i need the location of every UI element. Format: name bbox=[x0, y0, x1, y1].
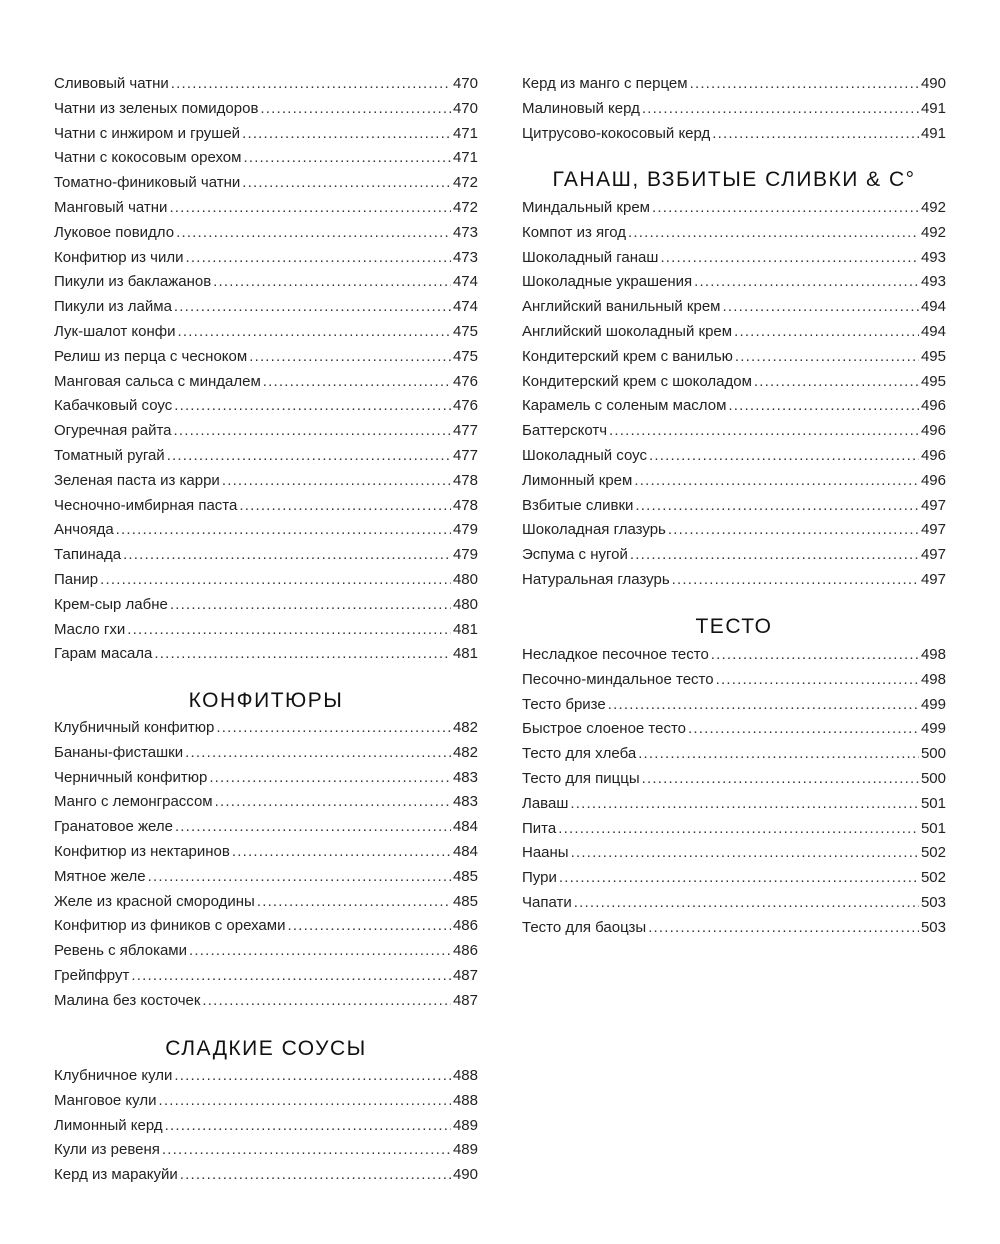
toc-entry[interactable] bbox=[522, 767, 946, 792]
toc-entry[interactable] bbox=[54, 320, 478, 345]
toc-entry[interactable] bbox=[522, 543, 946, 568]
toc-entry[interactable] bbox=[54, 568, 478, 593]
entry-title: Взбитые сливки bbox=[522, 496, 634, 514]
toc-entry[interactable] bbox=[522, 717, 946, 742]
toc-entry[interactable] bbox=[54, 716, 478, 741]
dot-leader bbox=[660, 246, 919, 271]
dot-leader bbox=[242, 171, 451, 196]
dot-leader bbox=[642, 97, 919, 122]
entry-title: Чатни из зеленых помидоров bbox=[54, 99, 259, 117]
entry-page-number: 480 bbox=[452, 570, 478, 588]
toc-entry[interactable] bbox=[54, 989, 478, 1014]
toc-entry[interactable] bbox=[522, 792, 946, 817]
entry-page-number: 503 bbox=[920, 918, 946, 936]
dot-leader bbox=[634, 469, 919, 494]
entry-title: Черничный конфитюр bbox=[54, 768, 208, 786]
entry-page-number: 473 bbox=[452, 223, 478, 241]
toc-entry[interactable] bbox=[54, 146, 478, 171]
entry-page-number: 500 bbox=[920, 745, 946, 763]
entry-title: Конфитюр из фиников с орехами bbox=[54, 917, 286, 935]
toc-entry[interactable] bbox=[54, 518, 478, 543]
entry-title: Тесто для баоцзы bbox=[522, 918, 647, 936]
section-heading: ТЕСТО bbox=[695, 615, 773, 638]
entry-page-number: 492 bbox=[920, 199, 946, 216]
entry-title: Манго с лемонграссом bbox=[54, 793, 213, 811]
toc-entry[interactable] bbox=[522, 394, 946, 419]
entry-title: Пури bbox=[522, 869, 557, 887]
dot-leader bbox=[628, 221, 919, 246]
dot-leader bbox=[178, 320, 451, 345]
toc-entry[interactable] bbox=[522, 270, 946, 295]
dot-leader bbox=[232, 840, 451, 865]
entry-page-number: 482 bbox=[452, 719, 478, 736]
dot-leader bbox=[668, 518, 919, 543]
dot-leader bbox=[174, 1064, 451, 1089]
dot-leader bbox=[558, 817, 919, 842]
entry-page-number: 475 bbox=[452, 322, 478, 340]
entry-title: Ревень с яблоками bbox=[54, 942, 187, 960]
toc-entry[interactable] bbox=[54, 815, 478, 840]
dot-leader bbox=[154, 642, 451, 667]
toc-entry[interactable] bbox=[54, 171, 478, 196]
entry-title: Манговый чатни bbox=[54, 198, 168, 216]
toc-entry[interactable] bbox=[54, 890, 478, 915]
entry-page-number: 500 bbox=[920, 769, 946, 787]
entry-page-number: 495 bbox=[920, 372, 946, 390]
toc-entry[interactable] bbox=[54, 766, 478, 791]
toc-entry[interactable] bbox=[522, 370, 946, 395]
toc-section bbox=[54, 716, 478, 1014]
dot-leader bbox=[175, 815, 451, 840]
dot-leader bbox=[649, 444, 919, 469]
entry-title: Панир bbox=[54, 570, 99, 588]
entry-page-number: 483 bbox=[452, 768, 478, 786]
toc-entry[interactable] bbox=[54, 618, 478, 643]
dot-leader bbox=[216, 716, 451, 741]
dot-leader bbox=[570, 792, 919, 817]
entry-page-number: 485 bbox=[452, 892, 478, 910]
dot-leader bbox=[609, 419, 919, 444]
dot-leader bbox=[728, 394, 919, 419]
entry-title: Чатни с кокосовым орехом bbox=[54, 149, 242, 167]
entry-title: Тесто для пиццы bbox=[522, 769, 640, 787]
entry-title: Анчояда bbox=[54, 521, 114, 539]
dot-leader bbox=[630, 543, 919, 568]
entry-title: Карамель с соленым маслом bbox=[522, 397, 727, 415]
entry-page-number: 477 bbox=[452, 422, 478, 440]
entry-page-number: 501 bbox=[920, 794, 946, 812]
toc-entry[interactable] bbox=[54, 1163, 478, 1188]
entry-title: Зеленая паста из карри bbox=[54, 471, 220, 489]
dot-leader bbox=[690, 72, 919, 97]
toc-entry[interactable] bbox=[522, 246, 946, 271]
toc-entry[interactable] bbox=[54, 790, 478, 815]
dot-leader bbox=[174, 394, 451, 419]
dot-leader bbox=[222, 469, 451, 494]
entry-page-number: 479 bbox=[452, 546, 478, 564]
entry-title: Тесто бризе bbox=[522, 695, 606, 713]
entry-title: Малиновый керд bbox=[522, 99, 640, 117]
dot-leader bbox=[239, 494, 451, 519]
toc-entry[interactable] bbox=[54, 246, 478, 271]
dot-leader bbox=[652, 196, 919, 221]
entry-title: Керд из манго с перцем bbox=[522, 75, 688, 92]
dot-leader bbox=[754, 370, 919, 395]
entry-page-number: 483 bbox=[452, 793, 478, 811]
entry-title: Тесто для хлеба bbox=[522, 745, 637, 763]
entry-page-number: 490 bbox=[920, 75, 946, 92]
entry-page-number: 496 bbox=[920, 397, 946, 415]
dot-leader bbox=[127, 618, 451, 643]
entry-page-number: 470 bbox=[452, 75, 478, 92]
entry-title: Нааны bbox=[522, 844, 569, 862]
dot-leader bbox=[131, 964, 451, 989]
dot-leader bbox=[213, 270, 451, 295]
entry-page-number: 489 bbox=[452, 1116, 478, 1134]
entry-page-number: 484 bbox=[452, 818, 478, 836]
dot-leader bbox=[263, 370, 451, 395]
dot-leader bbox=[174, 419, 451, 444]
dot-leader bbox=[185, 246, 451, 271]
dot-leader bbox=[716, 668, 919, 693]
toc-entry[interactable] bbox=[54, 72, 478, 97]
dot-leader bbox=[215, 790, 451, 815]
entry-title: Шоколадные украшения bbox=[522, 273, 693, 291]
entry-title: Желе из красной смородины bbox=[54, 892, 255, 910]
entry-title: Гарам масала bbox=[54, 645, 153, 663]
entry-title: Клубничное кули bbox=[54, 1067, 173, 1084]
toc-entry[interactable] bbox=[54, 196, 478, 221]
entry-title: Малина без косточек bbox=[54, 991, 201, 1009]
dot-leader bbox=[176, 221, 451, 246]
entry-title: Пита bbox=[522, 819, 557, 837]
entry-page-number: 497 bbox=[920, 546, 946, 564]
dot-leader bbox=[712, 122, 919, 147]
entry-page-number: 481 bbox=[452, 620, 478, 638]
entry-title: Мятное желе bbox=[54, 867, 146, 885]
entry-title: Грейпфрут bbox=[54, 966, 130, 984]
dot-leader bbox=[672, 568, 919, 593]
entry-page-number: 487 bbox=[452, 991, 478, 1009]
section-heading: КОНФИТЮРЫ bbox=[188, 689, 344, 712]
entry-page-number: 484 bbox=[452, 842, 478, 860]
dot-leader bbox=[243, 146, 451, 171]
entry-title: Цитрусово-кокосовый керд bbox=[522, 124, 711, 142]
toc-entry[interactable] bbox=[522, 916, 946, 941]
dot-leader bbox=[711, 643, 919, 668]
entry-page-number: 470 bbox=[452, 99, 478, 117]
entry-page-number: 497 bbox=[920, 496, 946, 514]
entry-page-number: 489 bbox=[452, 1141, 478, 1159]
toc-section bbox=[522, 72, 946, 146]
toc-entry[interactable] bbox=[54, 295, 478, 320]
dot-leader bbox=[202, 989, 451, 1014]
entry-title: Конфитюр из нектаринов bbox=[54, 842, 230, 860]
toc-entry[interactable] bbox=[522, 320, 946, 345]
entry-page-number: 490 bbox=[452, 1166, 478, 1184]
entry-page-number: 486 bbox=[452, 917, 478, 935]
toc-entry[interactable] bbox=[54, 469, 478, 494]
dot-leader bbox=[260, 97, 451, 122]
entry-title: Кондитерский крем с шоколадом bbox=[522, 372, 752, 390]
entry-page-number: 488 bbox=[452, 1067, 478, 1084]
entry-title: Чатни с инжиром и грушей bbox=[54, 124, 241, 142]
dot-leader bbox=[287, 914, 451, 939]
toc-entry[interactable] bbox=[54, 593, 478, 618]
entry-page-number: 496 bbox=[920, 422, 946, 440]
entry-page-number: 494 bbox=[920, 298, 946, 316]
dot-leader bbox=[189, 939, 451, 964]
entry-page-number: 482 bbox=[452, 743, 478, 761]
entry-title: Миндальный крем bbox=[522, 199, 650, 216]
toc-section bbox=[54, 1064, 478, 1188]
dot-leader bbox=[257, 890, 451, 915]
entry-page-number: 475 bbox=[452, 347, 478, 365]
entry-page-number: 486 bbox=[452, 942, 478, 960]
entry-title: Пикули из лайма bbox=[54, 298, 172, 316]
dot-leader bbox=[688, 717, 919, 742]
entry-title: Шоколадный ганаш bbox=[522, 248, 659, 266]
toc-section bbox=[522, 643, 946, 941]
dot-leader bbox=[249, 345, 451, 370]
entry-page-number: 502 bbox=[920, 869, 946, 887]
entry-page-number: 472 bbox=[452, 174, 478, 192]
entry-page-number: 477 bbox=[452, 446, 478, 464]
entry-title: Сливовый чатни bbox=[54, 75, 169, 92]
toc-entry[interactable] bbox=[522, 494, 946, 519]
toc-entry[interactable] bbox=[522, 196, 946, 221]
dot-leader bbox=[100, 568, 451, 593]
entry-title: Чапати bbox=[522, 893, 572, 911]
entry-page-number: 498 bbox=[920, 670, 946, 688]
entry-title: Томатный ругай bbox=[54, 446, 165, 464]
entry-page-number: 497 bbox=[920, 570, 946, 588]
entry-title: Шоколадный соус bbox=[522, 446, 647, 464]
toc-entry[interactable] bbox=[522, 817, 946, 842]
toc-entry[interactable] bbox=[522, 693, 946, 718]
entry-page-number: 497 bbox=[920, 521, 946, 539]
dot-leader bbox=[185, 741, 451, 766]
entry-title: Быстрое слоеное тесто bbox=[522, 720, 687, 738]
dot-leader bbox=[242, 122, 451, 147]
dot-leader bbox=[734, 320, 919, 345]
toc-entry[interactable] bbox=[54, 865, 478, 890]
entry-title: Пикули из баклажанов bbox=[54, 273, 212, 291]
entry-page-number: 502 bbox=[920, 844, 946, 862]
dot-leader bbox=[116, 518, 451, 543]
entry-title: Чесночно-имбирная паста bbox=[54, 496, 238, 514]
entry-title: Лимонный керд bbox=[54, 1116, 163, 1134]
entry-title: Шоколадная глазурь bbox=[522, 521, 666, 539]
dot-leader bbox=[635, 494, 919, 519]
entry-page-number: 479 bbox=[452, 521, 478, 539]
toc-entry[interactable] bbox=[522, 841, 946, 866]
entry-page-number: 499 bbox=[920, 695, 946, 713]
dot-leader bbox=[722, 295, 918, 320]
toc-entry[interactable] bbox=[54, 494, 478, 519]
entry-title: Лук-шалот конфи bbox=[54, 322, 176, 340]
dot-leader bbox=[642, 767, 919, 792]
dot-leader bbox=[648, 916, 919, 941]
entry-page-number: 472 bbox=[452, 198, 478, 216]
toc-entry[interactable] bbox=[54, 543, 478, 568]
entry-title: Английский ванильный крем bbox=[522, 298, 721, 316]
entry-page-number: 478 bbox=[452, 471, 478, 489]
entry-page-number: 492 bbox=[920, 223, 946, 241]
entry-page-number: 473 bbox=[452, 248, 478, 266]
toc-entry[interactable] bbox=[522, 668, 946, 693]
toc-entry[interactable] bbox=[522, 469, 946, 494]
toc-entry[interactable] bbox=[522, 518, 946, 543]
toc-entry[interactable] bbox=[54, 270, 478, 295]
entry-title: Тапинада bbox=[54, 546, 122, 564]
toc-entry[interactable] bbox=[54, 1064, 478, 1089]
dot-leader bbox=[694, 270, 919, 295]
dot-leader bbox=[171, 72, 451, 97]
toc-entry[interactable] bbox=[522, 72, 946, 97]
toc-entry[interactable] bbox=[522, 444, 946, 469]
toc-entry[interactable] bbox=[54, 642, 478, 667]
entry-page-number: 476 bbox=[452, 372, 478, 390]
toc-entry[interactable] bbox=[54, 419, 478, 444]
entry-page-number: 491 bbox=[920, 99, 946, 117]
toc-entry[interactable] bbox=[54, 1138, 478, 1163]
entry-title: Томатно-финиковый чатни bbox=[54, 174, 241, 192]
section-heading: СЛАДКИЕ СОУСЫ bbox=[165, 1037, 367, 1060]
dot-leader bbox=[574, 891, 919, 916]
entry-title: Клубничный конфитюр bbox=[54, 719, 215, 736]
entry-page-number: 481 bbox=[452, 645, 478, 663]
toc-entry[interactable] bbox=[522, 643, 946, 668]
entry-title: Бананы-фисташки bbox=[54, 743, 184, 761]
entry-title: Огуречная райта bbox=[54, 422, 172, 440]
toc-entry[interactable] bbox=[54, 939, 478, 964]
toc-section bbox=[54, 72, 478, 667]
entry-page-number: 488 bbox=[452, 1091, 478, 1109]
entry-title: Манговая сальса с миндалем bbox=[54, 372, 261, 390]
toc-entry[interactable] bbox=[522, 122, 946, 147]
toc-entry[interactable] bbox=[522, 568, 946, 593]
toc-entry[interactable] bbox=[54, 1114, 478, 1139]
entry-page-number: 485 bbox=[452, 867, 478, 885]
toc-entry[interactable] bbox=[54, 370, 478, 395]
toc-entry[interactable] bbox=[522, 345, 946, 370]
dot-leader bbox=[170, 593, 451, 618]
toc-entry[interactable] bbox=[522, 221, 946, 246]
entry-title: Несладкое песочное тесто bbox=[522, 646, 709, 663]
entry-title: Натуральная глазурь bbox=[522, 570, 670, 588]
entry-page-number: 474 bbox=[452, 298, 478, 316]
entry-title: Керд из маракуйи bbox=[54, 1166, 178, 1184]
dot-leader bbox=[167, 444, 451, 469]
entry-title: Песочно-миндальное тесто bbox=[522, 670, 714, 688]
entry-page-number: 491 bbox=[920, 124, 946, 142]
dot-leader bbox=[165, 1114, 451, 1139]
entry-title: Кабачковый соус bbox=[54, 397, 173, 415]
dot-leader bbox=[571, 841, 919, 866]
toc-entry[interactable] bbox=[54, 964, 478, 989]
entry-title: Кули из ревеня bbox=[54, 1141, 160, 1159]
dot-leader bbox=[735, 345, 919, 370]
toc-entry[interactable] bbox=[54, 741, 478, 766]
toc-entry[interactable] bbox=[522, 891, 946, 916]
entry-title: Компот из ягод bbox=[522, 223, 627, 241]
toc-entry[interactable] bbox=[54, 914, 478, 939]
entry-title: Лимонный крем bbox=[522, 471, 633, 489]
dot-leader bbox=[148, 865, 451, 890]
toc-entry[interactable] bbox=[522, 866, 946, 891]
dot-leader bbox=[209, 766, 451, 791]
toc-entry[interactable] bbox=[54, 122, 478, 147]
toc-entry[interactable] bbox=[522, 97, 946, 122]
toc-entry[interactable] bbox=[54, 840, 478, 865]
toc-entry[interactable] bbox=[54, 394, 478, 419]
entry-title: Крем-сыр лабне bbox=[54, 595, 168, 613]
entry-title: Кондитерский крем с ванилью bbox=[522, 347, 733, 365]
entry-page-number: 493 bbox=[920, 273, 946, 291]
entry-page-number: 495 bbox=[920, 347, 946, 365]
entry-page-number: 501 bbox=[920, 819, 946, 837]
section-heading: ГАНАШ, ВЗБИТЫЕ СЛИВКИ & C° bbox=[552, 168, 916, 191]
dot-leader bbox=[608, 693, 919, 718]
toc-entry[interactable] bbox=[522, 742, 946, 767]
dot-leader bbox=[180, 1163, 451, 1188]
dot-leader bbox=[158, 1089, 451, 1114]
entry-title: Масло гхи bbox=[54, 620, 126, 638]
toc-entry[interactable] bbox=[54, 444, 478, 469]
entry-title: Луковое повидло bbox=[54, 223, 175, 241]
toc-entry[interactable] bbox=[522, 419, 946, 444]
entry-title: Эспума с нугой bbox=[522, 546, 628, 564]
dot-leader bbox=[123, 543, 451, 568]
dot-leader bbox=[162, 1138, 451, 1163]
entry-title: Релиш из перца с чесноком bbox=[54, 347, 248, 365]
entry-title: Манговое кули bbox=[54, 1091, 157, 1109]
toc-entry[interactable] bbox=[54, 345, 478, 370]
entry-page-number: 471 bbox=[452, 124, 478, 142]
entry-title: Английский шоколадный крем bbox=[522, 322, 733, 340]
entry-page-number: 471 bbox=[452, 149, 478, 167]
entry-page-number: 474 bbox=[452, 273, 478, 291]
dot-leader bbox=[174, 295, 451, 320]
entry-title: Лаваш bbox=[522, 794, 569, 812]
entry-page-number: 487 bbox=[452, 966, 478, 984]
dot-leader bbox=[638, 742, 919, 767]
entry-page-number: 480 bbox=[452, 595, 478, 613]
entry-title: Гранатовое желе bbox=[54, 818, 173, 836]
entry-page-number: 494 bbox=[920, 322, 946, 340]
entry-page-number: 478 bbox=[452, 496, 478, 514]
dot-leader bbox=[169, 196, 451, 221]
toc-entry[interactable] bbox=[522, 295, 946, 320]
toc-entry[interactable] bbox=[54, 221, 478, 246]
entry-page-number: 498 bbox=[920, 646, 946, 663]
entry-title: Конфитюр из чили bbox=[54, 248, 184, 266]
entry-title: Баттерскотч bbox=[522, 422, 608, 440]
entry-page-number: 499 bbox=[920, 720, 946, 738]
toc-section bbox=[522, 196, 946, 593]
dot-leader bbox=[559, 866, 919, 891]
entry-page-number: 493 bbox=[920, 248, 946, 266]
entry-page-number: 496 bbox=[920, 471, 946, 489]
toc-entry[interactable] bbox=[54, 97, 478, 122]
entry-page-number: 503 bbox=[920, 893, 946, 911]
toc-entry[interactable] bbox=[54, 1089, 478, 1114]
entry-page-number: 476 bbox=[452, 397, 478, 415]
entry-page-number: 496 bbox=[920, 446, 946, 464]
